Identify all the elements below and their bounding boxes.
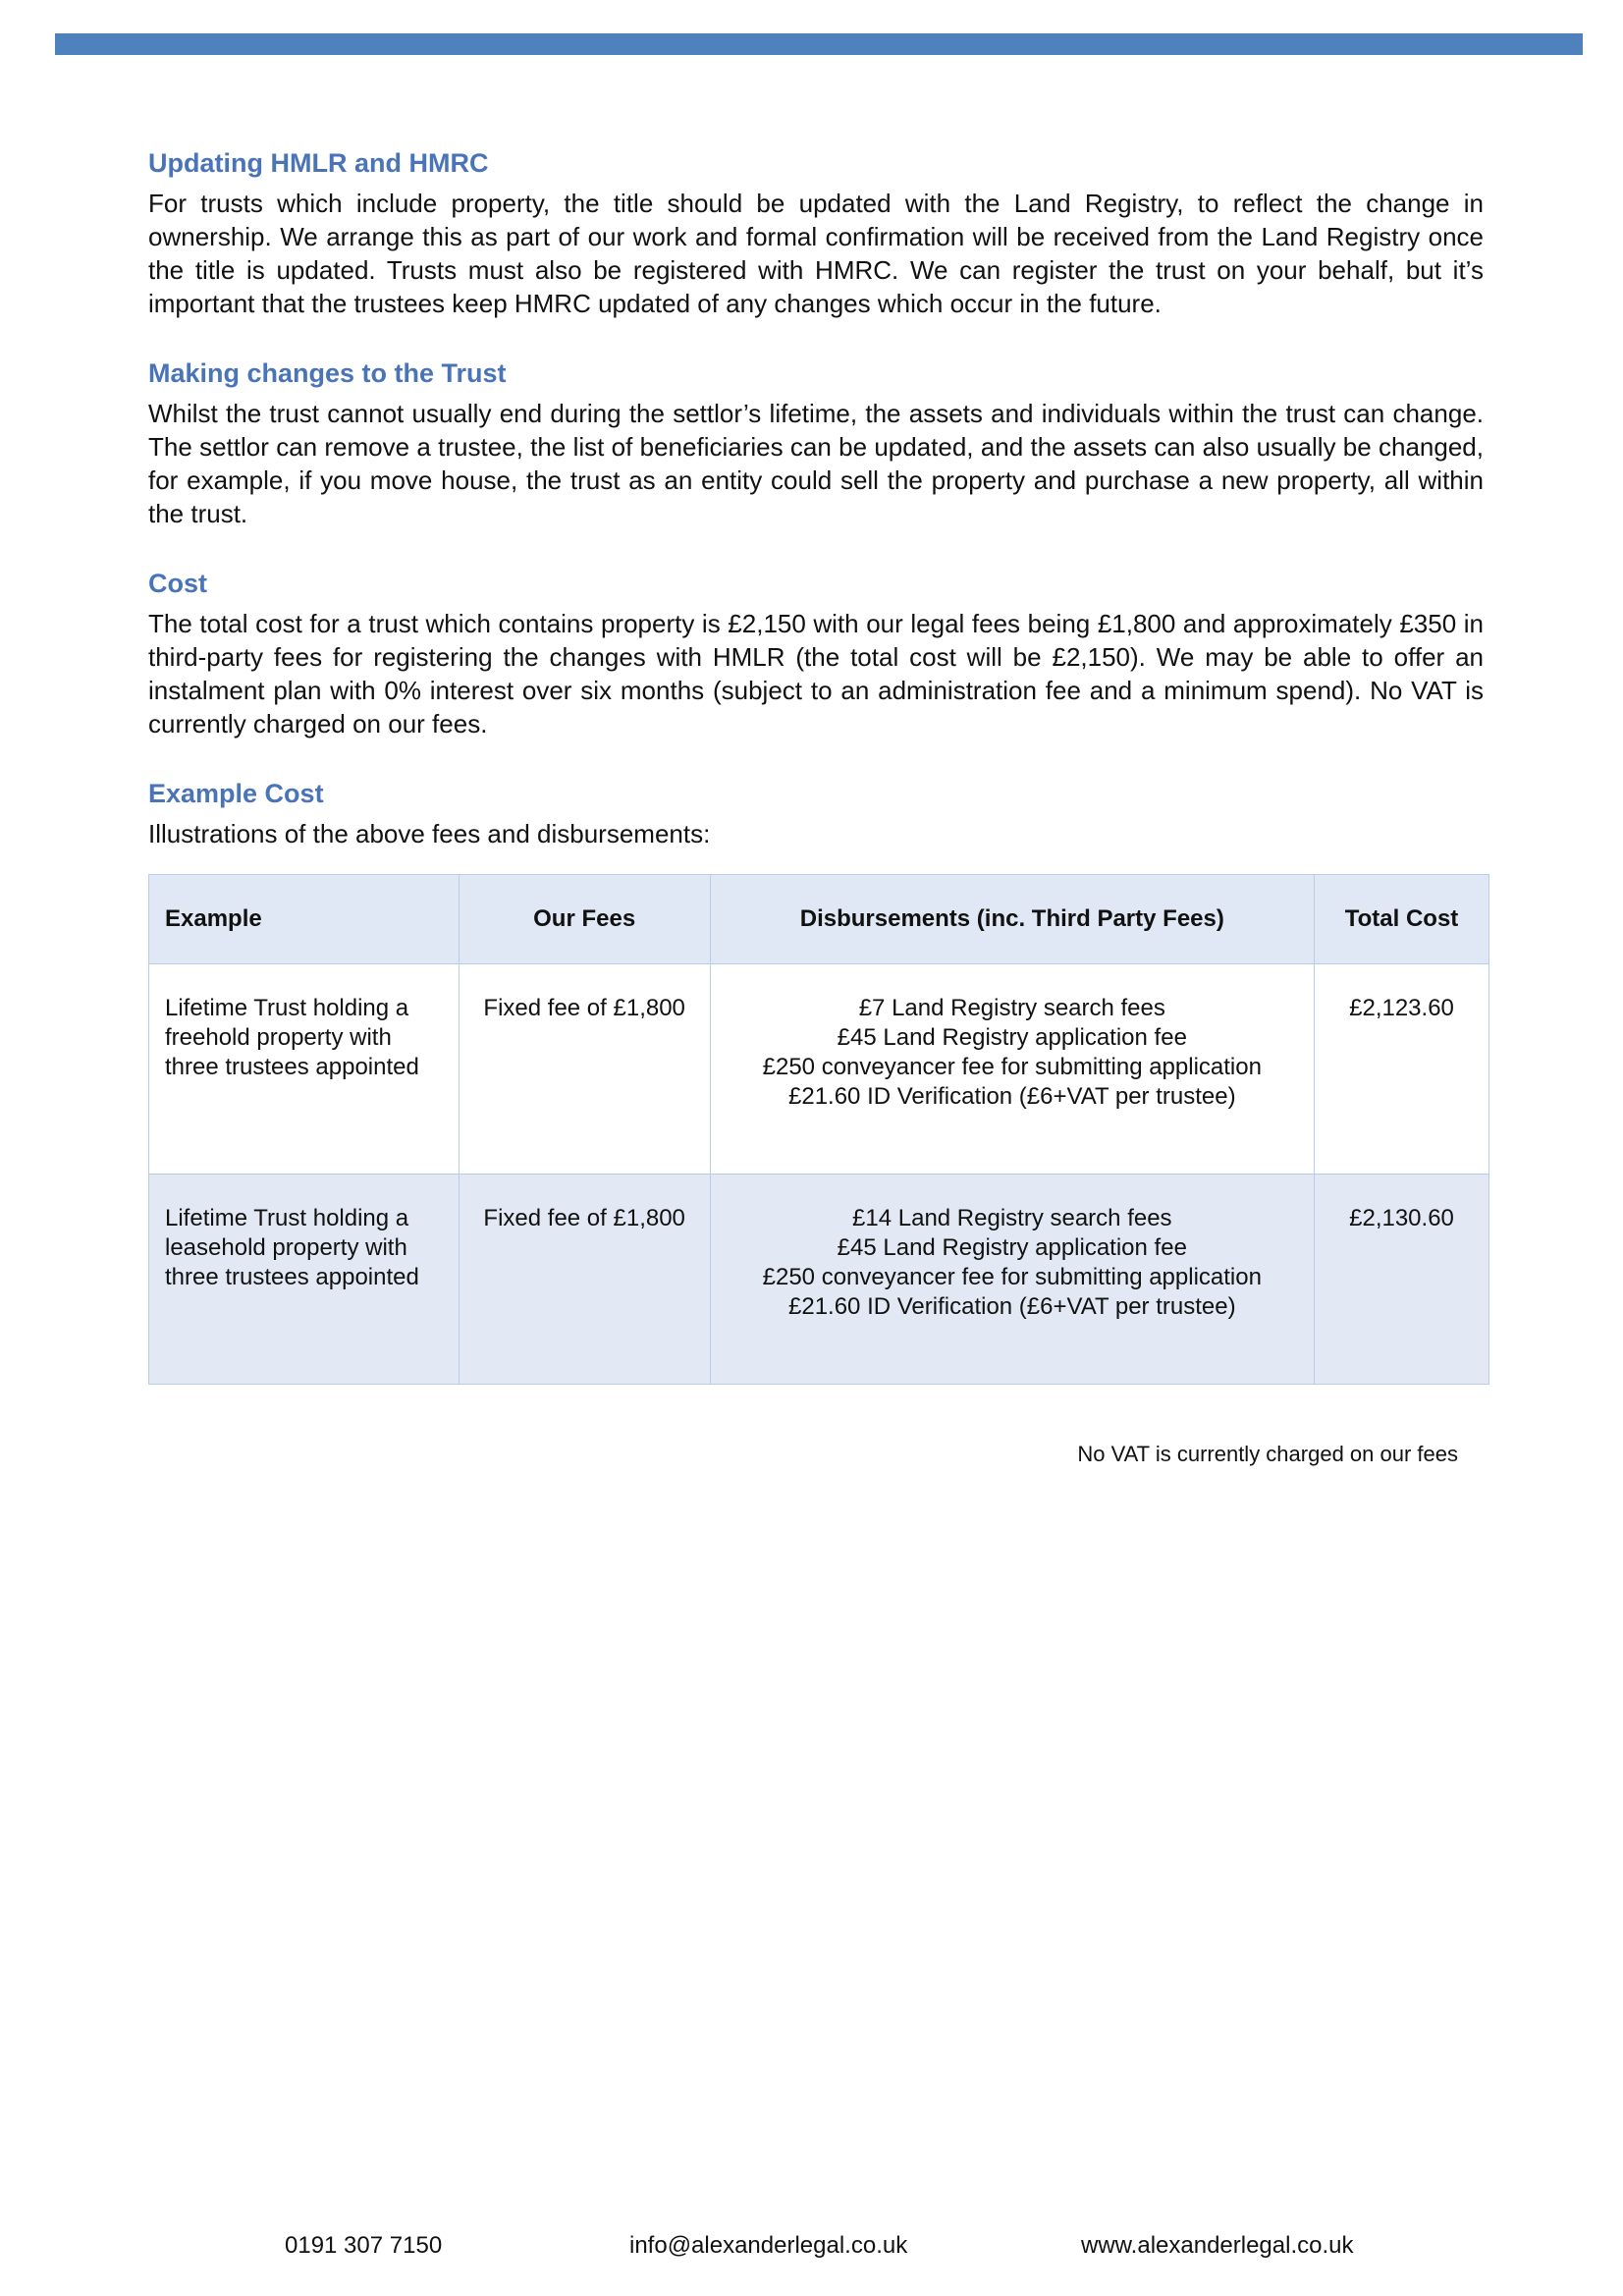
cell-example: Lifetime Trust holding a freehold property with three trustees appointed xyxy=(149,964,460,1175)
section-cost xyxy=(148,566,1484,740)
cell-total-cost: £2,130.60 xyxy=(1315,1175,1489,1385)
header-accent-bar xyxy=(55,33,1583,55)
footer-email-link[interactable]: info@alexanderlegal.co.uk xyxy=(629,2232,908,2259)
disbursement-line: £45 Land Registry application fee xyxy=(837,1024,1187,1051)
disbursement-line: £45 Land Registry application fee xyxy=(837,1234,1187,1261)
disbursement-line: £250 conveyancer fee for submitting application xyxy=(762,1054,1262,1080)
disbursement-line: £7 Land Registry search fees xyxy=(858,995,1165,1021)
column-header-disbursements: Disbursements (inc. Third Party Fees) xyxy=(710,875,1314,964)
footer-website-link[interactable]: www.alexanderlegal.co.uk xyxy=(1081,2232,1354,2259)
cell-our-fees: Fixed fee of £1,800 xyxy=(459,964,710,1175)
document-body xyxy=(148,145,1484,1385)
section-paragraph: For trusts which include property, the title should be updated with the Land Registry, to reflect the change in ownership. We arrange this as part of our work and formal confirmation will be received from the Land Registry once the title is updated. Trusts must also be registered with HMRC. We can register the trust on your behalf, but it’s important that the trustees keep HMRC updated of any changes which occur in the future. xyxy=(148,189,1484,318)
column-header-our-fees: Our Fees xyxy=(459,875,710,964)
cell-example: Lifetime Trust holding a leasehold property with three trustees appointed xyxy=(149,1175,460,1385)
column-header-total-cost: Total Cost xyxy=(1315,875,1489,964)
disbursement-line: £14 Land Registry search fees xyxy=(852,1205,1172,1231)
section-heading: Making changes to the Trust xyxy=(148,358,507,388)
column-header-example: Example xyxy=(149,875,460,964)
section-updating-hmlr xyxy=(148,145,1484,320)
section-paragraph: Whilst the trust cannot usually end during the settlor’s lifetime, the assets and individuals within the trust can change. The settlor can remove a trustee, the list of beneficiaries can be updated, and the assets can also usually be changed, for example, if you move house, the trust as an entity could sell the property and purchase a new property, all within the trust. xyxy=(148,399,1484,528)
section-heading: Example Cost xyxy=(148,779,324,808)
disbursement-line: £21.60 ID Verification (£6+VAT per trustee) xyxy=(788,1293,1236,1320)
section-paragraph: The total cost for a trust which contains property is £2,150 with our legal fees being £1,800 and approximately £350 in third-party fees for registering the changes with HMLR (the total cost will be £2,150). We may be able to offer an instalment plan with 0% interest over six months (subject to an administration fee and a minimum spend). No VAT is currently charged on our fees. xyxy=(148,609,1484,738)
cell-disbursements xyxy=(710,1175,1314,1385)
cell-our-fees: Fixed fee of £1,800 xyxy=(459,1175,710,1385)
section-paragraph: Illustrations of the above fees and disbursements: xyxy=(148,819,711,848)
disbursement-line: £21.60 ID Verification (£6+VAT per trustee) xyxy=(788,1083,1236,1110)
page-footer xyxy=(0,2229,1623,2263)
section-example-cost xyxy=(148,776,1484,850)
table-row xyxy=(149,1175,1489,1385)
section-heading: Cost xyxy=(148,569,207,598)
section-making-changes xyxy=(148,355,1484,530)
cell-total-cost: £2,123.60 xyxy=(1315,964,1489,1175)
cell-disbursements xyxy=(710,964,1314,1175)
section-heading: Updating HMLR and HMRC xyxy=(148,148,489,178)
footer-phone: 0191 307 7150 xyxy=(285,2232,443,2259)
example-cost-table xyxy=(148,874,1489,1385)
disbursement-line: £250 conveyancer fee for submitting application xyxy=(762,1264,1262,1290)
vat-note: No VAT is currently charged on our fees xyxy=(1077,1442,1458,1466)
table-header-row xyxy=(149,875,1489,964)
table-row xyxy=(149,964,1489,1175)
